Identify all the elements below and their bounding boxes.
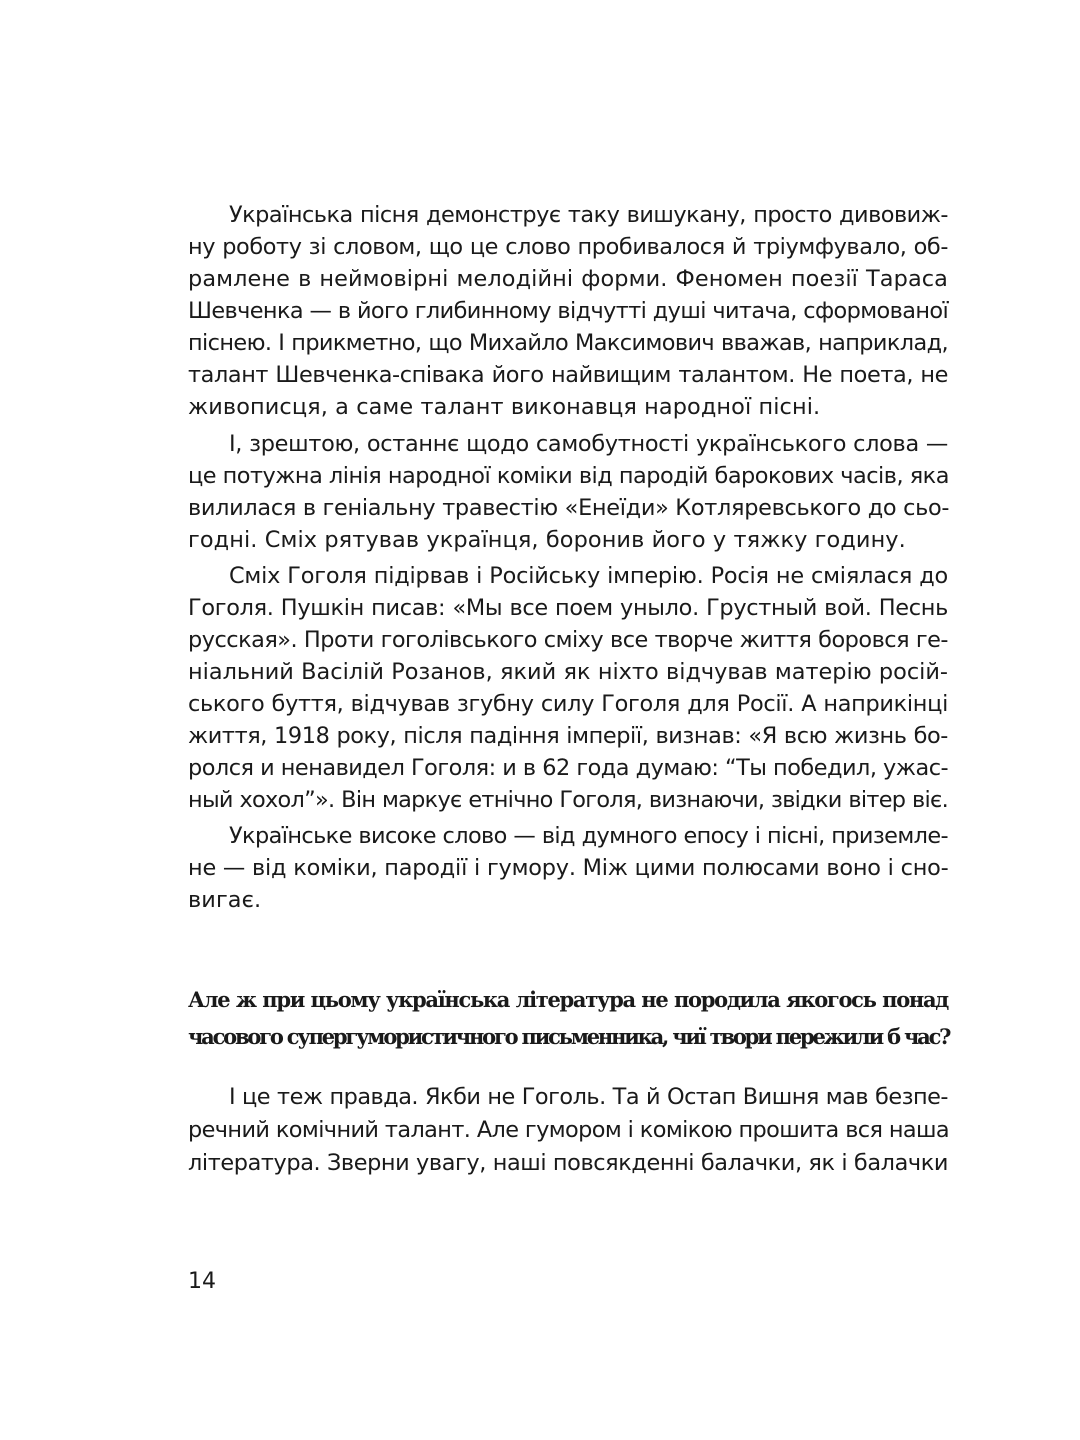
text-line: Сміх Гоголя підірвав і Російську імперію. Росія не сміялася до <box>229 563 948 589</box>
question-line: часового супергумористичного письменника, чиї твори пережили б час? <box>188 1024 950 1049</box>
text-line: вилилася в геніальну травестію «Енеїди» Котляревського до сьо- <box>188 495 950 521</box>
text-line: живописця, а саме талант виконавця народної пісні. <box>188 394 821 420</box>
text-line: Українське високе слово — від думного епосу і пісні, приземле- <box>229 823 948 849</box>
text-line: ського буття, відчував згубну силу Гоголя для Росії. А наприкінці <box>188 691 948 717</box>
text-line: вигає. <box>188 887 262 913</box>
text-line: піснею. І прикметно, що Михайло Максимович вважав, наприклад, <box>188 330 948 356</box>
question-line: Але ж при цьому українська література не породила якогось понад <box>188 987 948 1012</box>
text-line: талант Шевченка-співака його найвищим талантом. Не поета, не <box>188 362 948 388</box>
text-line: русская». Проти гоголівського сміху все творче життя боровся ге- <box>188 627 948 653</box>
text-line: література. Зверни увагу, наші повсякденні балачки, як і балачки <box>188 1150 948 1176</box>
text-line: Гоголя. Пушкін писав: «Мы все поем уныло. Грустный вой. Песнь <box>188 595 948 621</box>
page-number: 14 <box>188 1269 216 1294</box>
text-line: речний комічний талант. Але гумором і комікою прошита вся наша <box>188 1117 950 1143</box>
text-line: не — від коміки, пародії і гумору. Між цими полюсами воно і сно- <box>188 855 949 881</box>
text-line: годні. Сміх рятував українця, боронив його у тяжку годину. <box>188 527 906 553</box>
text-line: ну роботу зі словом, що це слово пробивалося й тріумфувало, об- <box>188 234 948 260</box>
text-line: ніальний Васілій Розанов, який як ніхто відчував матерію росій- <box>188 659 948 685</box>
text-line: І це теж правда. Якби не Гоголь. Та й Остап Вишня мав безпе- <box>229 1084 948 1110</box>
text-line: життя, 1918 року, після падіння імперії, визнав: «Я всю жизнь бо- <box>188 723 948 749</box>
text-line: це потужна лінія народної коміки від пародій барокових часів, яка <box>188 463 949 489</box>
text-line: ный хохол”». Він маркує етнічно Гоголя, визнаючи, звідки вітер віє. <box>188 787 948 813</box>
text-line: Українська пісня демонструє таку вишукану, просто дивовиж- <box>229 202 948 228</box>
text-line: ролся и ненавидел Гоголя: и в 62 года думаю: “Ты победил, ужас- <box>188 755 949 781</box>
text-line: І, зрештою, останнє щодо самобутності українського слова — <box>229 431 948 457</box>
text-line: Шевченка — в його глибинному відчутті душі читача, сформованої <box>188 298 949 324</box>
text-line: рамлене в неймовірні мелодійні форми. Феномен поезії Тараса <box>188 266 948 292</box>
